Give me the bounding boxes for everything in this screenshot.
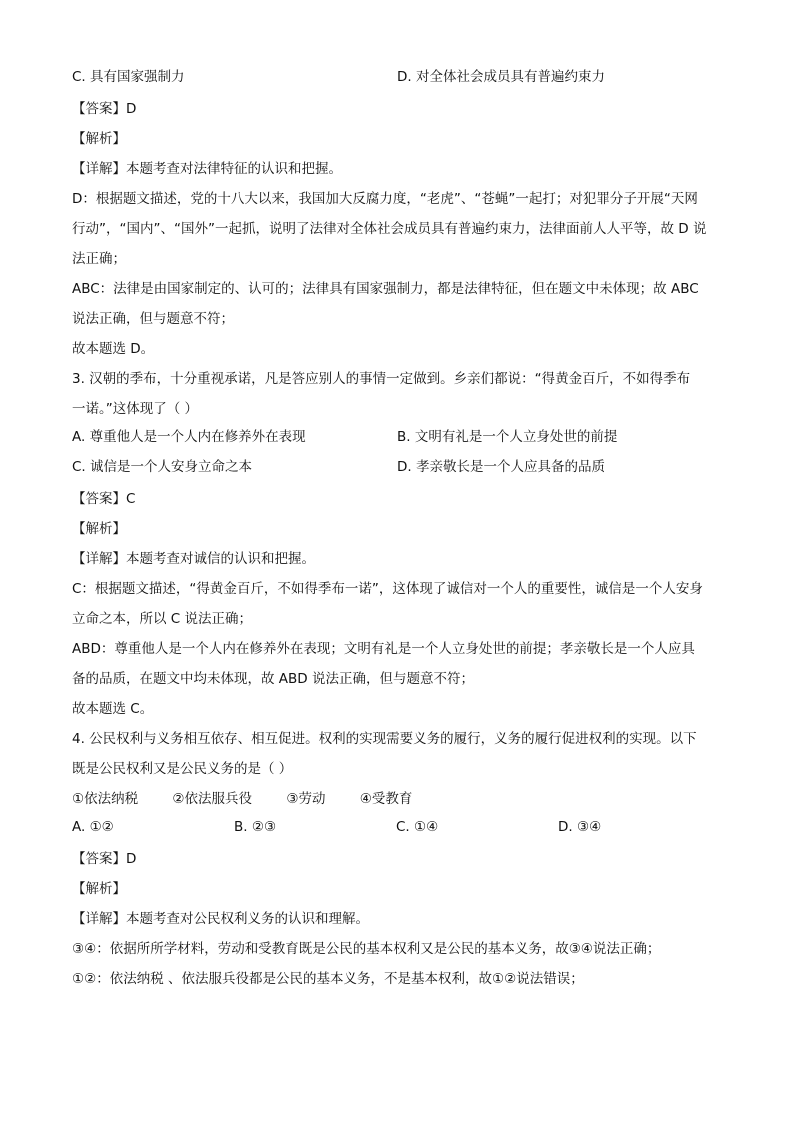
q3-explanation-abd-2: 备的品质，在题文中均未体现，故 ABD 说法正确，但与题意不符； bbox=[72, 671, 474, 687]
q4-option-d: D. ③④ bbox=[558, 819, 602, 835]
q2-explanation-d-2: 行动”，“国内”、“国外”一起抓，说明了法律对全体社会成员具有普遍约束力，法律面前人人平等，故 D 说 bbox=[72, 221, 707, 237]
q3-explanation-c-1: C：根据题文描述，“得黄金百斤，不如得季布一诺”，这体现了诚信对一个人的重要性，诚信是一个人安身 bbox=[72, 581, 703, 597]
q4-option-c: C. ①④ bbox=[396, 819, 439, 835]
q3-option-a: A. 尊重他人是一个人内在修养外在表现 bbox=[72, 429, 306, 445]
q2-detail: 【详解】本题考查对法律特征的认识和把握。 bbox=[72, 161, 342, 177]
q4-answer: 【答案】D bbox=[72, 851, 137, 867]
q3-options-cd bbox=[72, 452, 722, 482]
q3-conclusion: 故本题选 C。 bbox=[72, 701, 154, 717]
q3-answer: 【答案】C bbox=[72, 491, 136, 507]
q2-analysis-heading: 【解析】 bbox=[72, 131, 126, 147]
q2-explanation-abc-2: 说法正确，但与题意不符； bbox=[72, 311, 234, 327]
q3-option-b: B. 文明有礼是一个人立身处世的前提 bbox=[397, 429, 618, 445]
q2-answer: 【答案】D bbox=[72, 101, 137, 117]
q2-explanation-abc-1: ABC：法律是由国家制定的、认可的；法律具有国家强制力，都是法律特征，但在题文中未体现；故 ABC bbox=[72, 281, 699, 297]
q4-explanation-12: ①②：依法纳税 、依法服兵役都是公民的基本义务，不是基本权利，故①②说法错误； bbox=[72, 971, 584, 987]
q4-option-a: A. ①② bbox=[72, 819, 114, 835]
q3-explanation-abd-1: ABD：尊重他人是一个人内在修养外在表现；文明有礼是一个人立身处世的前提；孝亲敬长是一个人应具 bbox=[72, 641, 695, 657]
q4-options bbox=[72, 812, 722, 842]
q3-options-ab bbox=[72, 422, 722, 452]
q2-explanation-d-1: D：根据题文描述，党的十八大以来，我国加大反腐力度，“老虎”、“苍蝇”一起打；对犯罪分子开展“天网 bbox=[72, 191, 698, 207]
q2-option-d: D. 对全体社会成员具有普遍约束力 bbox=[397, 69, 605, 85]
q3-stem-1: 3. 汉朝的季布，十分重视承诺，凡是答应别人的事情一定做到。乡亲们都说：“得黄金百斤，不如得季布 bbox=[72, 371, 691, 387]
q2-explanation-d-3: 法正确； bbox=[72, 251, 126, 267]
q2-option-c: C. 具有国家强制力 bbox=[72, 69, 185, 85]
q3-explanation-c-2: 立命之本，所以 C 说法正确； bbox=[72, 611, 253, 627]
q3-detail: 【详解】本题考查对诚信的认识和把握。 bbox=[72, 551, 315, 567]
q2-options-cd bbox=[72, 62, 722, 92]
q4-stem-2: 既是公民权利又是公民义务的是（ ） bbox=[72, 761, 293, 777]
q4-option-b: B. ②③ bbox=[234, 819, 277, 835]
document-page bbox=[72, 62, 722, 992]
q2-conclusion: 故本题选 D。 bbox=[72, 341, 155, 357]
q4-analysis-heading: 【解析】 bbox=[72, 881, 126, 897]
q4-items: ①依法纳税 ②依法服兵役 ③劳动 ④受教育 bbox=[72, 791, 413, 807]
q3-stem-2: 一诺。”这体现了（ ） bbox=[72, 401, 199, 417]
q4-stem-1: 4. 公民权利与义务相互依存、相互促进。权利的实现需要义务的履行，义务的履行促进权利的实现。以下 bbox=[72, 731, 697, 747]
q3-option-c: C. 诚信是一个人安身立命之本 bbox=[72, 459, 253, 475]
q4-detail: 【详解】本题考查对公民权利义务的认识和理解。 bbox=[72, 911, 369, 927]
q3-analysis-heading: 【解析】 bbox=[72, 521, 126, 537]
q3-option-d: D. 孝亲敬长是一个人应具备的品质 bbox=[397, 459, 605, 475]
q4-explanation-34: ③④：依据所所学材料，劳动和受教育既是公民的基本权利又是公民的基本义务，故③④说法正确； bbox=[72, 941, 661, 957]
